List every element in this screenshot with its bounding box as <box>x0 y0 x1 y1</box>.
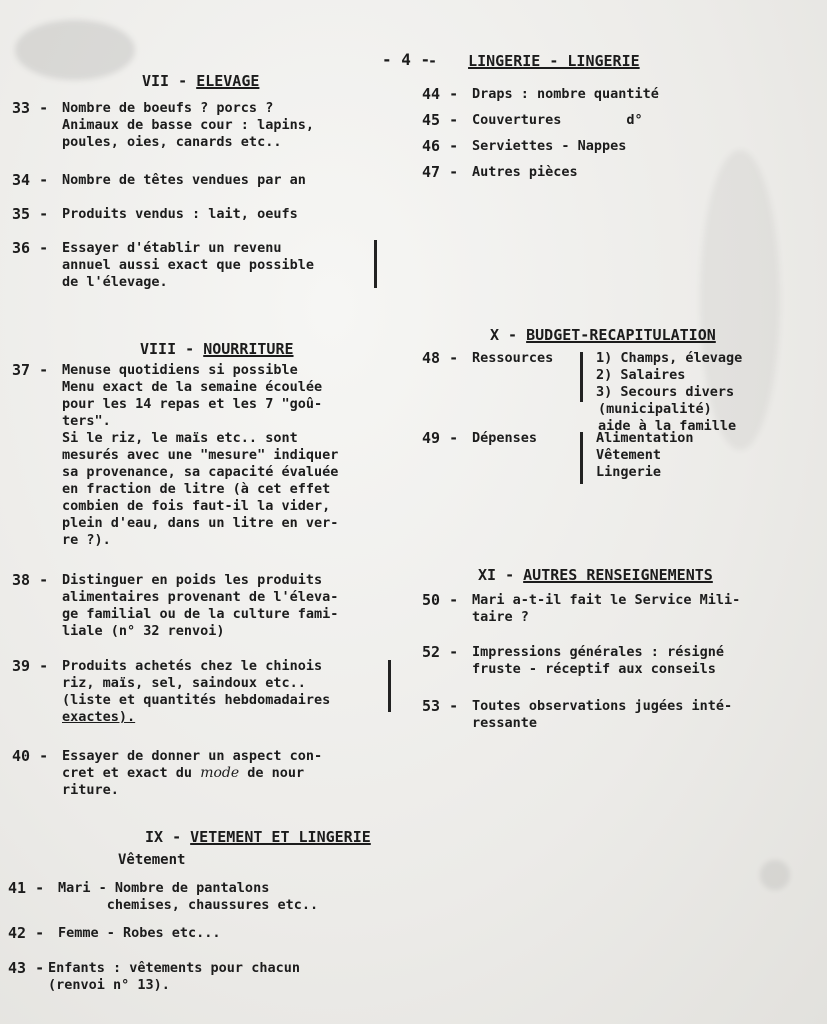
question-41: 41 - Mari - Nombre de pantalons chemises, chaussures etc.. <box>8 879 319 913</box>
ressources-list: 1) Champs, élevage 2) Salaires 3) Secours divers (municipalité) aide à la famille <box>596 350 743 434</box>
question-47: 47 - Autres pièces <box>422 163 578 181</box>
section-heading-lingerie: - LINGERIE - LINGERIE <box>428 52 640 70</box>
question-53: 53 - Toutes observations jugées inté- ressante <box>422 697 733 731</box>
handwritten-word: mode <box>200 765 240 781</box>
question-44: 44 - Draps : nombre quantité <box>422 85 659 103</box>
question-46: 46 - Serviettes - Nappes <box>422 137 627 155</box>
depenses-list: Alimentation Vêtement Lingerie <box>596 430 694 480</box>
question-45: 45 - Couvertures d° <box>422 111 643 129</box>
question-43: 43 - Enfants : vêtements pour chacun (renvoi n° 13). <box>8 959 300 993</box>
question-52: 52 - Impressions générales : résigné fruste - réceptif aux conseils <box>422 643 724 677</box>
question-37: 37 - Menuse quotidiens si possible Menu exact de la semaine écoulée pour les 14 repas et les 7 "goû- ters". Si le riz, le maïs etc.. sont mesurés avec une "mesure" indiquer sa provenance, sa capacité évaluée en fraction de litre (à cet effet combien de fois faut-il la vider, plein d'eau, dans un litre en ver- re ?). <box>12 361 339 548</box>
margin-bar <box>388 660 391 712</box>
question-36: 36 - Essayer d'établir un revenu annuel aussi exact que possible de l'élevage. <box>12 239 314 290</box>
brace-bar <box>580 432 583 484</box>
smudge <box>760 860 790 890</box>
question-33: 33 - Nombre de boeufs ? porcs ? Animaux de basse cour : lapins, poules, oies, canards etc.. <box>12 99 314 150</box>
section-heading-ix: IX - VETEMENT ET LINGERIE <box>145 828 371 846</box>
brace-bar <box>580 352 583 402</box>
section-heading-viii: VIII - NOURRITURE <box>140 340 294 358</box>
smudge <box>15 20 135 80</box>
question-34: 34 - Nombre de têtes vendues par an <box>12 171 306 189</box>
question-48: 48 - Ressources <box>422 349 554 367</box>
page-number: - 4 - <box>382 50 431 69</box>
margin-bar <box>374 240 377 288</box>
section-heading-x: X - BUDGET-RECAPITULATION <box>490 326 716 344</box>
question-50: 50 - Mari a-t-il fait le Service Mili- taire ? <box>422 591 741 625</box>
subheading-vetement: Vêtement <box>118 852 186 868</box>
section-heading-xi: XI - AUTRES RENSEIGNEMENTS <box>478 566 713 584</box>
question-49: 49 - Dépenses <box>422 429 538 447</box>
question-42: 42 - Femme - Robes etc... <box>8 924 221 942</box>
question-38: 38 - Distinguer en poids les produits alimentaires provenant de l'éleva- ge familial ou de la culture fami- liale (n° 32 renvoi) <box>12 571 339 639</box>
question-35: 35 - Produits vendus : lait, oeufs <box>12 205 298 223</box>
question-39: 39 - Produits achetés chez le chinois riz, maïs, sel, saindoux etc.. (liste et quantités hebdomadaires exactes). <box>12 657 331 725</box>
section-heading-vii: VII - ELEVAGE <box>142 72 260 90</box>
question-40: 40 - Essayer de donner un aspect con- cret et exact du mode de nour riture. <box>12 747 323 798</box>
